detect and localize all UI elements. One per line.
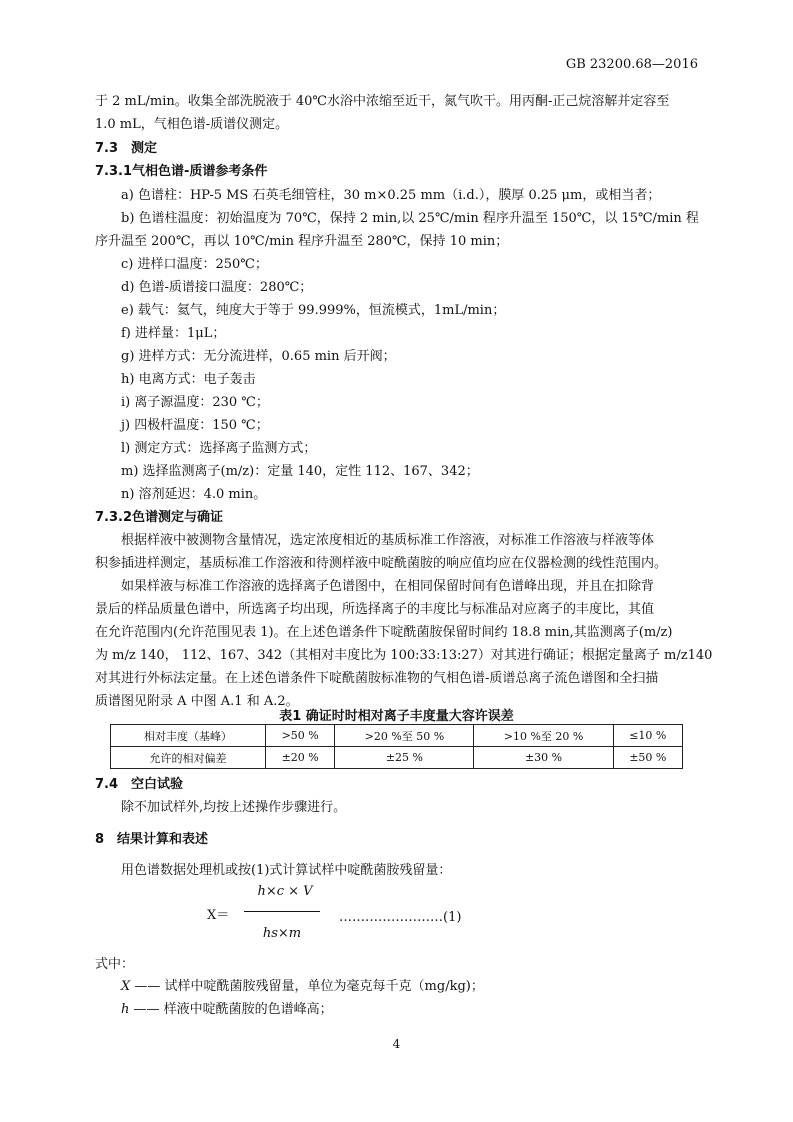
condition-f: f) 进样量：1μL； bbox=[121, 326, 226, 341]
standard-number: GB 23200.68—2016 bbox=[565, 57, 698, 72]
table-cell: 相对丰度（基峰） bbox=[111, 725, 266, 747]
condition-m: m) 选择监测离子(m/z)：定量 140，定性 112、167、342； bbox=[121, 464, 479, 479]
definition-text: —— 试样中啶酰菌胺残留量，单位为毫克每千克（mg/kg)； bbox=[134, 979, 484, 994]
paragraph-line: 在允许范围内(允许范围见表 1)。在上述色谱条件下啶酰菌胺保留时间约 18.8 min,其监测离子(m/z) bbox=[95, 625, 673, 640]
paragraph-line: 积参插进样测定，基质标准工作溶液和待测样液中啶酰菌胺的响应值均应在仪器检测的线性范围内。 bbox=[95, 556, 668, 571]
table-cell: ±20 % bbox=[266, 747, 335, 769]
condition-h: h) 电离方式：电子轰击 bbox=[121, 372, 256, 387]
paragraph-line: 景后的样品质量色谱中，所选离子均出现，所选择离子的丰度比与标准品对应离子的丰度比，其值 bbox=[95, 602, 655, 617]
table-cell: ≤10 % bbox=[613, 725, 682, 747]
page-number: 4 bbox=[392, 1037, 401, 1051]
definition-x bbox=[121, 976, 484, 998]
where-label: 式中： bbox=[95, 957, 135, 972]
condition-b: b) 色谱柱温度：初始温度为 70℃，保持 2 min,以 25℃/min 程序升温至 150℃，以 15℃/min 程 bbox=[121, 211, 699, 226]
table-row bbox=[111, 747, 683, 769]
section-7-4 bbox=[95, 774, 183, 796]
paragraph-line: 对其进行外标法定量。在上述色谱条件下啶酰菌胺标准物的气相色谱-质谱总离子流色谱图和全扫描 bbox=[95, 671, 659, 686]
intro-line-2: 1.0 mL，气相色谱-质谱仪测定。 bbox=[95, 117, 289, 132]
table-cell: >10 %至 20 % bbox=[474, 725, 613, 747]
table-cell: ±30 % bbox=[474, 747, 613, 769]
definition-symbol: X bbox=[121, 979, 131, 994]
section-title: 色谱测定与确证 bbox=[132, 510, 224, 525]
intro-line-1: 于 2 mL/min。收集全部洗脱液于 40℃水浴中浓缩至近干，氮气吹干。用丙酮-正己烷溶解并定容至 bbox=[95, 94, 670, 109]
condition-i: i) 离子源温度：230 ℃； bbox=[121, 395, 269, 410]
section-number: 7.3.1 bbox=[95, 164, 133, 179]
definition-text: —— 样液中啶酰菌胺的色谱峰高； bbox=[133, 1002, 333, 1017]
formula-denominator: hs×m bbox=[262, 926, 302, 941]
condition-n: n) 溶剂延迟：4.0 min。 bbox=[121, 487, 267, 502]
table-cell: >20 %至 50 % bbox=[335, 725, 474, 747]
table-cell: 允许的相对偏差 bbox=[111, 747, 266, 769]
formula-fraction bbox=[244, 884, 320, 941]
table-row bbox=[111, 725, 683, 747]
condition-d: d) 色谱-质谱接口温度：280℃； bbox=[121, 280, 313, 295]
condition-a: a) 色谱柱：HP-5 MS 石英毛细管柱，30 m×0.25 mm（i.d.），膜厚 0.25 μm，或相当者； bbox=[121, 188, 661, 203]
definition-symbol: h bbox=[121, 1002, 130, 1017]
table-cell: ±50 % bbox=[613, 747, 682, 769]
section-7-3-2 bbox=[95, 507, 223, 529]
paragraph-line: 根据样液中被测物含量情况，选定浓度相近的基质标准工作溶液，对标准工作溶液与样液等体 bbox=[121, 533, 655, 548]
condition-j: j) 四极杆温度：150 ℃； bbox=[121, 418, 269, 433]
paragraph-line: 为 m/z 140， 112、167、342（其相对丰度比为 100:33:13:27）对其进行确证；根据定量离子 m/z140 bbox=[95, 648, 713, 663]
formula-number: ……………………(1) bbox=[339, 910, 462, 925]
section-title: 测定 bbox=[131, 141, 158, 156]
section-title: 结果计算和表述 bbox=[117, 832, 209, 847]
condition-e: e) 载气：氦气，纯度大于等于 99.999%，恒流模式，1mL/min； bbox=[121, 303, 506, 318]
section-number: 7.3.2 bbox=[95, 510, 133, 525]
condition-b-cont: 序升温至 200℃，再以 10℃/min 程序升温至 280℃，保持 10 min； bbox=[95, 234, 509, 249]
table-cell: ±25 % bbox=[335, 747, 474, 769]
section-number: 7.3 bbox=[95, 141, 119, 156]
paragraph-line: 质谱图见附录 A 中图 A.1 和 A.2。 bbox=[95, 694, 299, 709]
paragraph-line: 如果样液与标准工作溶液的选择离子色谱图中，在相同保留时间有色谱峰出现，并且在扣除背 bbox=[121, 579, 655, 594]
calc-intro: 用色谱数据处理机或按(1)式计算试样中啶酰菌胺残留量： bbox=[121, 863, 452, 878]
section-title: 气相色谱-质谱参考条件 bbox=[132, 164, 268, 179]
section-7-3-1 bbox=[95, 161, 267, 183]
section-number: 8 bbox=[95, 832, 105, 847]
definition-h bbox=[121, 999, 333, 1021]
section-title: 空白试验 bbox=[131, 777, 184, 792]
table-cell: >50 % bbox=[266, 725, 335, 747]
blank-test-text: 除不加试样外,均按上述操作步骤进行。 bbox=[121, 800, 347, 815]
condition-c: c) 进样口温度：250℃； bbox=[121, 257, 268, 272]
table-caption: 表1 确证时时相对离子丰度量大容许误差 bbox=[279, 709, 514, 724]
condition-l: l) 测定方式：选择离子监测方式； bbox=[121, 441, 317, 456]
section-number: 7.4 bbox=[95, 777, 119, 792]
condition-g: g) 进样方式：无分流进样，0.65 min 后开阀； bbox=[121, 349, 396, 364]
section-7-3 bbox=[95, 138, 157, 160]
formula-numerator: h×c × V bbox=[257, 884, 313, 899]
tolerance-table bbox=[110, 724, 683, 769]
fraction-bar bbox=[244, 911, 320, 912]
formula-lhs: X＝ bbox=[207, 908, 230, 923]
section-8 bbox=[95, 829, 208, 851]
